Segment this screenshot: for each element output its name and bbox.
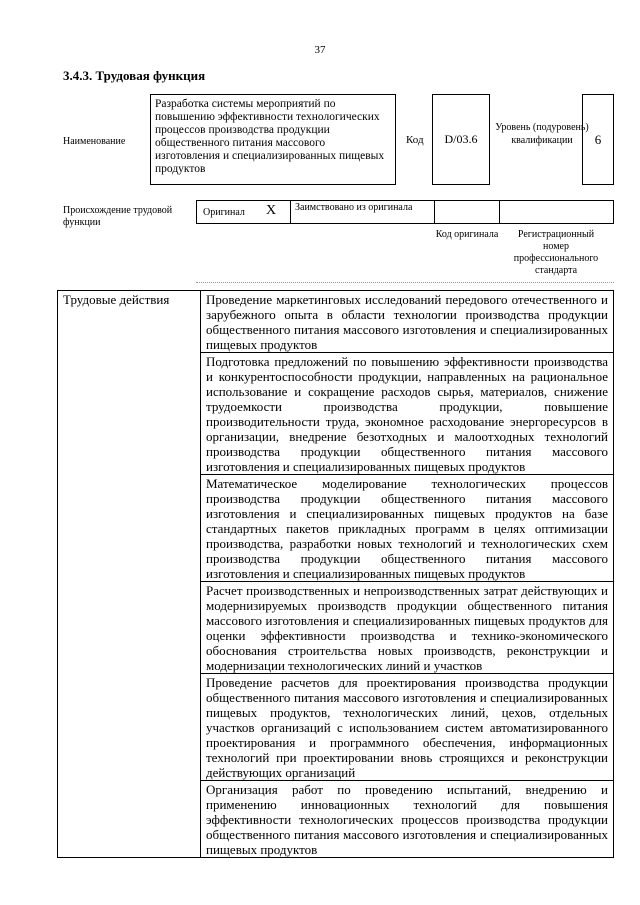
section-heading: 3.4.3. Трудовая функция <box>63 68 206 83</box>
labor-action-item: Расчет производственных и непроизводственных затрат действующих и модернизируемых производств продукции общественного питания массового изготовления и специализированных пищевых продуктов для оценки эффективности производства и технико-экономического обоснования строительства новых производств, реконструкции и модернизации технологических линий и участков <box>201 582 614 674</box>
labor-action-item: Организация работ по проведению испытаний, внедрению и применению инновационных технологий для повышения эффективности технологических процессов производства продукции общественного питания массового изготовления и специализированных пищевых продуктов <box>201 781 614 858</box>
original-mark: X <box>265 203 277 218</box>
level-value: 6 <box>594 131 602 147</box>
level-label: Уровень (подуровень) квалификации <box>495 122 589 146</box>
code-box <box>432 94 490 185</box>
labor-action-item: Проведение расчетов для проектирования производства продукции общественного питания массового изготовления и специализированных пищевых продуктов, технологических линий, цехов, отдельных участков организаций с использованием систем автоматизированного проектирования и программного обеспечения, информационных технологий при проектировании вновь строящихся и реконструкции действующих организаций <box>201 674 614 781</box>
level-box <box>582 94 614 185</box>
origin-label: Происхождение трудовой функции <box>63 205 173 228</box>
divider <box>499 201 500 223</box>
borrowed-label: Заимствовано из оригинала <box>295 202 413 213</box>
labor-actions-label: Трудовые действия <box>58 291 201 858</box>
origin-row <box>196 200 614 224</box>
divider <box>290 201 291 223</box>
labor-action-item: Математическое моделирование технологических процессов производства продукции общественного питания массового изготовления и специализированных пищевых продуктов на базе стандартных пакетов прикладных программ в целях оптимизации производства, разработки новых технологий и технологических схем производства продукции общественного питания массового изготовления и специализированных пищевых продуктов <box>201 475 614 582</box>
code-label: Код <box>406 134 424 146</box>
original-label: Оригинал <box>203 207 245 218</box>
labor-action-item: Подготовка предложений по повышению эффективности производства и конкурентоспособности продукции, направленных на рациональное использование и сокращение расходов сырья, материалов, снижение трудоемкости производства продукции, повышение производительности труда, экономное расходование энергоресурсов в организации, внедрение безотходных и малоотходных технологий производства продукции общественного питания массового изготовления и специализированных пищевых продуктов <box>201 353 614 475</box>
page-number: 37 <box>314 44 326 56</box>
divider <box>434 201 435 223</box>
name-label: Наименование <box>63 136 126 147</box>
caption-registration-number: Регистрационный номер профессионального стандарта <box>513 229 599 276</box>
function-name: Разработка системы мероприятий по повышению эффективности технологических процессов производства продукции общественного питания массового изготовления и специализированных пищевых продуктов <box>155 98 385 175</box>
table-row <box>58 291 614 353</box>
caption-original-code: Код оригинала <box>435 229 499 240</box>
dotted-divider <box>196 282 614 283</box>
labor-action-item: Проведение маркетинговых исследований передового отечественного и зарубежного опыта в области технологии производства продукции общественного питания массового изготовления и специализированных пищевых продуктов <box>201 291 614 353</box>
code-value: D/03.6 <box>444 132 478 146</box>
labor-actions-table <box>57 290 614 858</box>
function-name-box <box>150 94 396 185</box>
